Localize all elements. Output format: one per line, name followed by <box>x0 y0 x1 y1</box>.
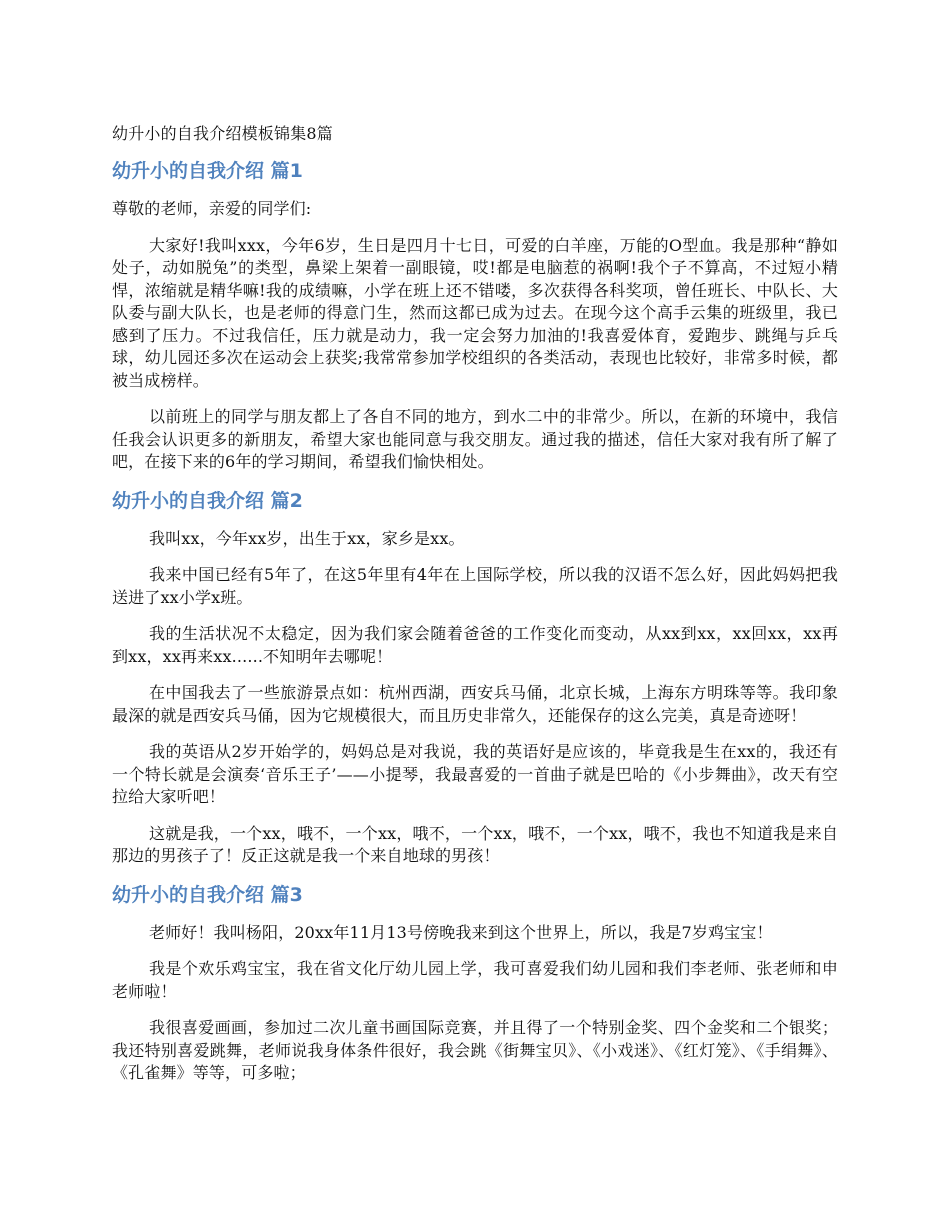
paragraph: 我叫xx，今年xx岁，出生于xx，家乡是xx。 <box>149 528 465 548</box>
paragraph: 老师好！我叫杨阳，20xx年11月13号傍晚我来到这个世界上，所以，我是7岁鸡宝宝！ <box>149 922 773 942</box>
paragraph: 以前班上的同学与朋友都上了各自不同的地方，到水二中的非常少。所以，在新的环境中，我信任我会认识更多的新朋友，希望大家也能同意与我交朋友。通过我的描述，信任大家对我有所了解了吧，在接下来的6年的学习期间，希望我们愉快相处。 <box>112 407 838 471</box>
paragraph: 大家好!我叫xxx，今年6岁，生日是四月十七日，可爱的白羊座，万能的O型血。我是那种“静如处子，动如脱兔”的类型，鼻梁上架着一副眼镜，哎!都是电脑惹的祸啊!我个子不算高，不过短小精悍，浓缩就是精华嘛!我的成绩嘛，小学在班上还不错喽，多次获得各科奖项，曾任班长、中队长、大队委与副大队长，也是老师的得意门生，然而这都已成为过去。在现今这个高手云集的班级里，我已感到了压力。不过我信任，压力就是动力，我一定会努力加油的!我喜爱体育，爱跑步、跳绳与乒乓球，幼儿园还多次在运动会上获奖;我常常参加学校组织的各类活动，表现也比较好，非常多时候，都被当成榜样。 <box>112 235 838 390</box>
document-title: 幼升小的自我介绍模板锦集8篇 <box>112 124 333 143</box>
section-1 <box>112 158 838 474</box>
section-3 <box>112 882 838 1085</box>
paragraph: 我来中国已经有5年了，在这5年里有4年在上国际学校，所以我的汉语不怎么好，因此妈妈把我送进了xx小学x班。 <box>112 565 838 607</box>
paragraph: 在中国我去了一些旅游景点如：杭州西湖，西安兵马俑，北京长城，上海东方明珠等等。我印象最深的就是西安兵马俑，因为它规模很大，而且历史非常久，还能保存的这么完美，真是奇迹呀！ <box>112 683 838 725</box>
paragraph: 我是个欢乐鸡宝宝，我在省文化厅幼儿园上学，我可喜爱我们幼儿园和我们李老师、张老师和申老师啦！ <box>112 959 838 1001</box>
document-page <box>112 122 838 1099</box>
paragraph: 我很喜爱画画，参加过二次儿童书画国际竞赛，并且得了一个特别金奖、四个金奖和二个银奖；我还特别喜爱跳舞，老师说我身体条件很好，我会跳《街舞宝贝》、《小戏迷》、《红灯笼》、《手绢舞》、《孔雀舞》等等，可多啦； <box>112 1018 838 1082</box>
section-heading: 幼升小的自我介绍 篇2 <box>112 489 303 512</box>
greeting-line: 尊敬的老师，亲爱的同学们: <box>112 199 312 218</box>
section-heading: 幼升小的自我介绍 篇1 <box>112 160 303 182</box>
paragraph: 这就是我，一个xx，哦不，一个xx，哦不，一个xx，哦不，一个xx，哦不，我也不知道我是来自那边的男孩子了！反正这就是我一个来自地球的男孩！ <box>112 823 838 865</box>
section-2 <box>112 488 838 868</box>
paragraph: 我的英语从2岁开始学的，妈妈总是对我说，我的英语好是应该的，毕竟我是生在xx的，我还有一个特长就是会演奏‘音乐王子’——小提琴，我最喜爱的一首曲子就是巴哈的《小步舞曲》，改天有空拉给大家听吧！ <box>112 742 838 806</box>
section-heading: 幼升小的自我介绍 篇3 <box>112 883 303 906</box>
paragraph: 我的生活状况不太稳定，因为我们家会随着爸爸的工作变化而变动，从xx到xx，xx回xx，xx再到xx，xx再来xx......不知明年去哪呢！ <box>112 624 838 666</box>
